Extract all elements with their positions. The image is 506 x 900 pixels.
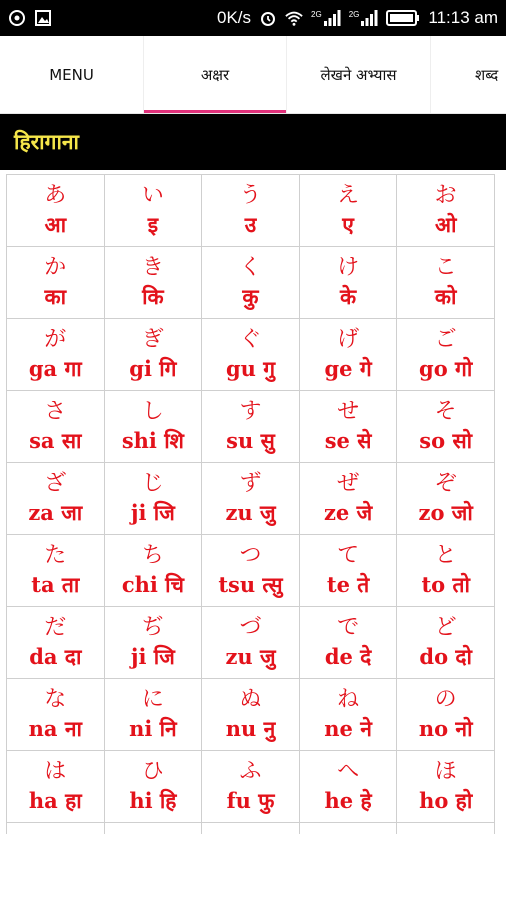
- kana-character: ね: [337, 686, 360, 712]
- sim2-signal: [349, 10, 379, 26]
- kana-reading: को: [434, 283, 457, 309]
- kana-character: の: [434, 686, 457, 712]
- kana-reading: da दा: [29, 643, 82, 669]
- sim1-signal: [311, 10, 341, 26]
- kana-character: ぜ: [337, 470, 360, 496]
- kana-reading: shi शि: [121, 427, 184, 453]
- alarm-icon: [259, 9, 277, 27]
- network-speed: 0K/s: [217, 8, 252, 27]
- kana-cell[interactable]: [299, 751, 397, 823]
- kana-reading: gi गि: [129, 355, 177, 381]
- kana-reading: do दो: [419, 643, 472, 669]
- kana-reading: he हे: [324, 787, 372, 813]
- kana-cell[interactable]: [7, 463, 105, 535]
- kana-character: ひ: [141, 758, 164, 784]
- tab-bar: [0, 36, 506, 114]
- kana-character: し: [141, 398, 164, 424]
- kana-cell[interactable]: [299, 319, 397, 391]
- kana-cell[interactable]: [202, 751, 300, 823]
- kana-character: く: [239, 254, 262, 280]
- kana-reading: ta ता: [31, 571, 80, 597]
- kana-cell[interactable]: [202, 679, 300, 751]
- kana-reading: sa सा: [29, 427, 82, 453]
- kana-cell[interactable]: [202, 607, 300, 679]
- kana-character: う: [239, 182, 262, 208]
- battery-icon: [386, 10, 420, 26]
- kana-cell[interactable]: [299, 607, 397, 679]
- app-notification-icon: [8, 9, 26, 27]
- kana-cell[interactable]: [104, 247, 202, 319]
- gallery-notification-icon: [34, 9, 52, 27]
- kana-cell[interactable]: [299, 391, 397, 463]
- kana-reading: se से: [324, 427, 372, 453]
- kana-reading: उ: [244, 211, 257, 237]
- kana-reading: gu गु: [225, 355, 276, 381]
- kana-reading: ji जि: [130, 643, 175, 669]
- kana-character: だ: [44, 614, 67, 640]
- kana-reading: ji जि: [130, 499, 175, 525]
- kana-row: [7, 463, 495, 535]
- kana-reading: ze जे: [323, 499, 373, 525]
- tab-menu[interactable]: MENU: [0, 36, 144, 114]
- kana-reading: ga गा: [28, 355, 82, 381]
- kana-character: ど: [434, 614, 457, 640]
- kana-character: ご: [434, 326, 457, 352]
- kana-reading: de दे: [324, 643, 372, 669]
- kana-row: [7, 751, 495, 823]
- kana-cell[interactable]: [202, 823, 300, 835]
- kana-reading: go गो: [419, 355, 473, 381]
- kana-reading: इ: [147, 211, 159, 237]
- kana-character: ぎ: [141, 326, 164, 352]
- kana-cell[interactable]: [104, 463, 202, 535]
- kana-reading: no नो: [418, 715, 473, 741]
- kana-table: [6, 174, 495, 834]
- kana-cell[interactable]: [299, 823, 397, 835]
- kana-character: ふ: [239, 758, 262, 784]
- kana-reading: hi हि: [129, 787, 177, 813]
- kana-character: で: [337, 614, 360, 640]
- kana-reading: to तो: [421, 571, 470, 597]
- kana-row: [7, 679, 495, 751]
- kana-character: き: [141, 254, 164, 280]
- kana-cell[interactable]: [299, 175, 397, 247]
- kana-character: け: [337, 254, 360, 280]
- kana-reading: zu जु: [225, 499, 276, 525]
- kana-cell[interactable]: [397, 679, 495, 751]
- kana-cell[interactable]: [104, 607, 202, 679]
- kana-character: さ: [44, 398, 67, 424]
- kana-reading: tsu त्सु: [218, 571, 283, 597]
- kana-cell[interactable]: [397, 535, 495, 607]
- kana-reading: za जा: [28, 499, 83, 525]
- kana-character: ぞ: [434, 470, 457, 496]
- kana-reading: कु: [242, 283, 259, 309]
- kana-character: づ: [239, 614, 262, 640]
- kana-cell[interactable]: [202, 391, 300, 463]
- signal-icon: [323, 10, 341, 26]
- kana-reading: ge गे: [324, 355, 372, 381]
- kana-cell[interactable]: [397, 463, 495, 535]
- kana-character: こ: [434, 254, 457, 280]
- kana-cell[interactable]: [7, 247, 105, 319]
- section-title: हिरागाना: [14, 130, 79, 154]
- kana-character: す: [239, 398, 262, 424]
- kana-cell[interactable]: [104, 535, 202, 607]
- kana-character: ざ: [44, 470, 67, 496]
- kana-character: ぢ: [141, 614, 164, 640]
- sim2-network-type: 2G: [348, 10, 360, 19]
- kana-character: あ: [44, 182, 67, 208]
- kana-reading: ne ने: [324, 715, 372, 741]
- kana-character: せ: [337, 398, 360, 424]
- kana-cell[interactable]: [397, 247, 495, 319]
- kana-cell[interactable]: [7, 391, 105, 463]
- kana-row: [7, 175, 495, 247]
- kana-character: ほ: [434, 758, 457, 784]
- kana-character: は: [44, 758, 67, 784]
- kana-reading: chi चि: [121, 571, 184, 597]
- sim1-network-type: 2G: [311, 10, 322, 19]
- kana-reading: का: [44, 283, 67, 309]
- kana-cell[interactable]: [7, 175, 105, 247]
- kana-character: と: [434, 542, 457, 568]
- kana-cell[interactable]: [202, 175, 300, 247]
- kana-reading: te ते: [326, 571, 370, 597]
- kana-character: て: [337, 542, 360, 568]
- kana-row: [7, 823, 495, 835]
- kana-reading: ओ: [434, 211, 457, 237]
- kana-cell[interactable]: [299, 247, 397, 319]
- kana-character: に: [141, 686, 164, 712]
- kana-row: [7, 607, 495, 679]
- kana-reading: zu जु: [225, 643, 276, 669]
- kana-cell[interactable]: [104, 823, 202, 835]
- tab-writing-practice[interactable]: लेखने अभ्यास: [287, 36, 431, 114]
- kana-reading: na ना: [28, 715, 82, 741]
- kana-cell[interactable]: [104, 391, 202, 463]
- kana-reading: ए: [342, 211, 354, 237]
- kana-reading: आ: [44, 211, 67, 237]
- kana-reading: कि: [142, 283, 164, 309]
- status-bar: [0, 0, 506, 36]
- kana-cell[interactable]: [299, 535, 397, 607]
- kana-character: ず: [239, 470, 262, 496]
- kana-cell[interactable]: [7, 607, 105, 679]
- kana-character: い: [141, 182, 164, 208]
- kana-cell[interactable]: [202, 247, 300, 319]
- kana-cell[interactable]: [397, 751, 495, 823]
- kana-cell[interactable]: [7, 319, 105, 391]
- kana-cell[interactable]: [397, 823, 495, 835]
- kana-character: へ: [337, 758, 360, 784]
- kana-character: が: [44, 326, 67, 352]
- kana-cell[interactable]: [104, 319, 202, 391]
- kana-character: お: [434, 182, 457, 208]
- kana-cell[interactable]: [397, 391, 495, 463]
- kana-cell[interactable]: [299, 679, 397, 751]
- kana-grid: [6, 174, 495, 834]
- kana-cell[interactable]: [7, 679, 105, 751]
- kana-reading: ho हो: [419, 787, 473, 813]
- signal-icon: [360, 10, 378, 26]
- kana-reading: के: [340, 283, 357, 309]
- kana-character: な: [44, 686, 67, 712]
- kana-row: [7, 247, 495, 319]
- kana-row: [7, 535, 495, 607]
- kana-cell[interactable]: [299, 463, 397, 535]
- kana-cell[interactable]: [397, 319, 495, 391]
- kana-character: か: [44, 254, 67, 280]
- clock: 11:13 am: [428, 8, 498, 27]
- kana-cell[interactable]: [397, 175, 495, 247]
- kana-character: ぬ: [239, 686, 262, 712]
- kana-reading: ha हा: [28, 787, 82, 813]
- kana-cell[interactable]: [104, 751, 202, 823]
- section-header: [0, 114, 506, 170]
- kana-character: た: [44, 542, 67, 568]
- kana-row: [7, 391, 495, 463]
- kana-reading: zo जो: [418, 499, 473, 525]
- kana-reading: su सु: [226, 427, 275, 453]
- kana-row: [7, 319, 495, 391]
- kana-cell[interactable]: [7, 823, 105, 835]
- kana-cell[interactable]: [7, 751, 105, 823]
- kana-cell[interactable]: [202, 319, 300, 391]
- kana-reading: so सो: [419, 427, 473, 453]
- kana-cell[interactable]: [397, 607, 495, 679]
- kana-character: え: [337, 182, 360, 208]
- kana-reading: ni नि: [129, 715, 177, 741]
- kana-character: げ: [337, 326, 360, 352]
- kana-cell[interactable]: [104, 679, 202, 751]
- kana-reading: nu नु: [225, 715, 276, 741]
- kana-cell[interactable]: [202, 463, 300, 535]
- tab-words[interactable]: शब्द: [431, 36, 506, 114]
- kana-reading: fu फु: [226, 787, 275, 813]
- kana-character: ぐ: [239, 326, 262, 352]
- kana-character: そ: [434, 398, 457, 424]
- wifi-icon: [285, 9, 303, 27]
- kana-cell[interactable]: [202, 535, 300, 607]
- kana-cell[interactable]: [104, 175, 202, 247]
- kana-character: じ: [141, 470, 164, 496]
- kana-character: つ: [239, 542, 262, 568]
- kana-cell[interactable]: [7, 535, 105, 607]
- tab-letters[interactable]: अक्षर: [144, 36, 287, 114]
- kana-character: ち: [141, 542, 164, 568]
